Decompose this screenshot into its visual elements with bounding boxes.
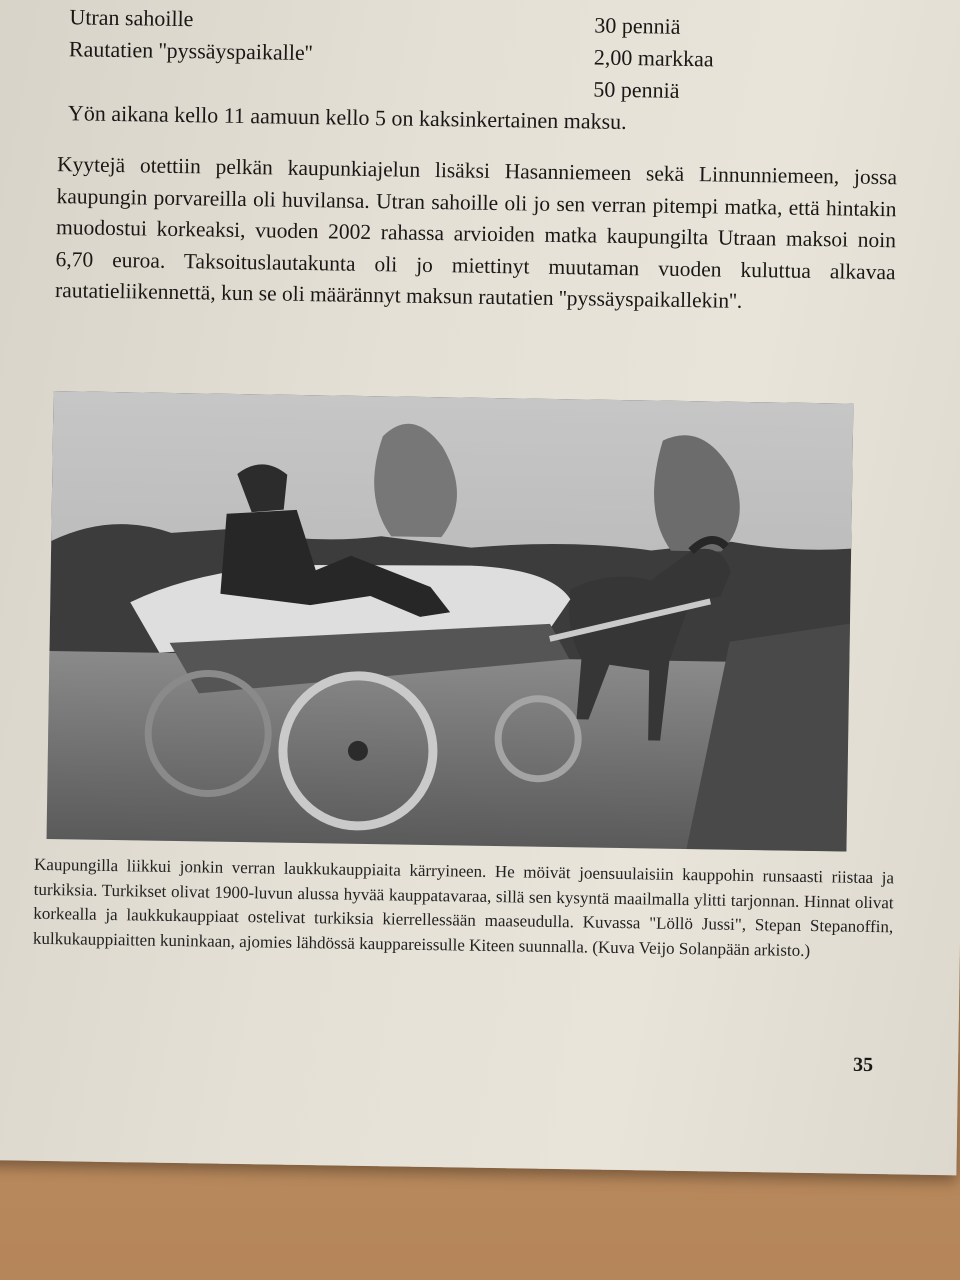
fare-value: 50 penniä — [593, 76, 680, 103]
fare-note: Yön aikana kello 11 aamuun kello 5 on kaksinkertainen maksu. — [67, 100, 627, 135]
body-paragraph: Kyytejä otettiin pelkän kaupunkiajelun lisäksi Hasanniemeen sekä Linnunniemeen, jossa kaupungin porvareilla oli huvilansa. Utran sahoille oli jo sen verran pitempi matka, että hintakin muodostui korkeaksi, vuoden 2002 rahassa arvioiden matka kaupungilta Utraan maksoi noin 6,70 euroa. Taksoituslautakunta oli jo miettinyt muutaman vuoden kuluttua alkavaa rautatieliikennettä, kun se oli määrännyt maksun rautatien ''pyssäyspaikallekin''. — [54, 152, 898, 313]
fare-value: 30 penniä — [594, 12, 681, 39]
page-number: 35 — [852, 1053, 874, 1077]
historical-photo — [47, 391, 854, 852]
photo-caption: Kaupungilla liikkui jonkin verran laukkukauppiaita kärryineen. He möivät joensuulaisiin kauppohin runsaasti riistaa ja turkiksia. Turkikset olivat 1900-luvun alussa hyvää kauppatavaraa, sillä sen kysyntä maailmalla ylitti tarjonnan. Hinnat olivat korkealla ja laukkukauppiaat ostelivat turkiksia kierrellessään maaseudulla. Kuvassa "Löllö Jussi", Stepan Stepanoffin, kulkukauppiaitten kuninkaan, ajomies lähdössä kauppareissulle Kiteen suunnalla. (Kuva Veijo Solanpään arkisto.) — [32, 854, 895, 960]
photo-illustration — [47, 391, 854, 852]
fare-table — [67, 1, 909, 135]
body-text — [55, 149, 897, 320]
fare-label: Rautatien ''pyssäyspaikalle'' — [68, 36, 313, 66]
fare-label: Utran sahoille — [69, 4, 194, 32]
fare-value: 2,00 markkaa — [593, 44, 714, 72]
